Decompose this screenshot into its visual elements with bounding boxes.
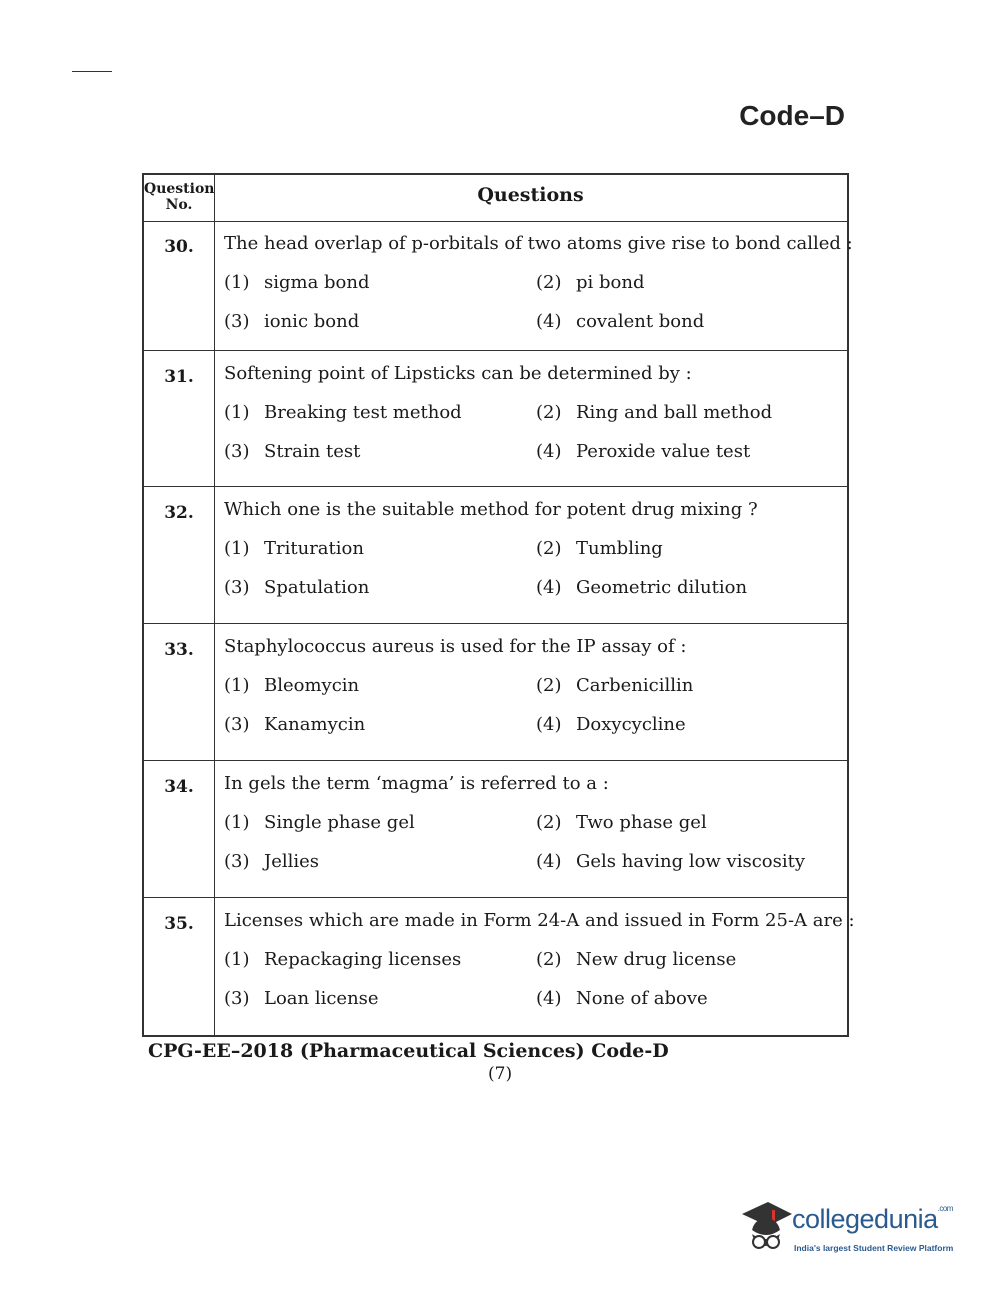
option-4: (4) Geometric dilution xyxy=(536,577,748,598)
option-2: (2) Ring and ball method xyxy=(536,402,773,423)
option-2: (2) Tumbling xyxy=(536,538,663,559)
page-number: (7) xyxy=(488,1064,513,1084)
question-row-31 xyxy=(144,351,847,487)
corner-rule xyxy=(72,71,112,72)
option-1: (1) Breaking test method xyxy=(224,402,462,423)
question-number: 32. xyxy=(164,503,194,523)
question-number: 31. xyxy=(164,367,194,387)
question-number: 33. xyxy=(164,640,194,660)
question-row-30 xyxy=(144,221,853,351)
table-header xyxy=(144,175,847,222)
option-3: (3) Strain test xyxy=(224,441,361,462)
question-text: Licenses which are made in Form 24-A and issued in Form 25-A are : xyxy=(224,910,855,931)
brand-name: collegedunia$^{.com}$ xyxy=(792,1204,953,1234)
option-4: (4) covalent bond xyxy=(536,311,705,332)
question-number: 35. xyxy=(164,914,194,934)
question-text: Staphylococcus aureus is used for the IP assay of : xyxy=(224,636,687,657)
option-4: (4) None of above xyxy=(536,988,708,1009)
questions-table xyxy=(142,173,855,1037)
question-row-33 xyxy=(144,624,847,761)
code-header: Code–D xyxy=(739,100,845,131)
question-text: Which one is the suitable method for potent drug mixing ? xyxy=(224,499,758,520)
option-4: (4) Peroxide value test xyxy=(536,441,751,462)
option-1: (1) sigma bond xyxy=(224,272,370,293)
collegedunia-watermark xyxy=(736,1196,961,1260)
option-1: (1) Trituration xyxy=(224,538,364,559)
option-3: (3) ionic bond xyxy=(224,311,360,332)
option-3: (3) Spatulation xyxy=(224,577,370,598)
question-number-column-header: Question No. xyxy=(144,181,215,213)
questions-column-header: Questions xyxy=(477,184,584,206)
question-number: 30. xyxy=(164,237,194,257)
question-row-35 xyxy=(144,898,855,1035)
question-row-32 xyxy=(144,487,847,624)
option-3: (3) Jellies xyxy=(224,851,320,872)
option-3: (3) Kanamycin xyxy=(224,714,366,735)
option-4: (4) Gels having low viscosity xyxy=(536,851,806,872)
option-1: (1) Single phase gel xyxy=(224,812,415,833)
option-2: (2) New drug license xyxy=(536,949,737,970)
footer-exam-title: CPG-EE–2018 (Pharmaceutical Sciences) Code-D xyxy=(148,1040,669,1062)
brand-tagline: India's largest Student Review Platform xyxy=(794,1243,954,1253)
mascot-cap-icon xyxy=(736,1196,796,1260)
option-1: (1) Repackaging licenses xyxy=(224,949,462,970)
question-number: 34. xyxy=(164,777,194,797)
question-row-34 xyxy=(144,761,847,898)
option-1: (1) Bleomycin xyxy=(224,675,360,696)
question-text: Softening point of Lipsticks can be determined by : xyxy=(224,363,692,384)
question-text: The head overlap of p-orbitals of two atoms give rise to bond called : xyxy=(224,233,853,254)
question-text: In gels the term ‘magma’ is referred to a : xyxy=(224,773,609,794)
option-2: (2) Two phase gel xyxy=(536,812,707,833)
option-3: (3) Loan license xyxy=(224,988,379,1009)
column-divider xyxy=(214,175,215,1035)
option-2: (2) pi bond xyxy=(536,272,645,293)
option-4: (4) Doxycycline xyxy=(536,714,686,735)
option-2: (2) Carbenicillin xyxy=(536,675,694,696)
